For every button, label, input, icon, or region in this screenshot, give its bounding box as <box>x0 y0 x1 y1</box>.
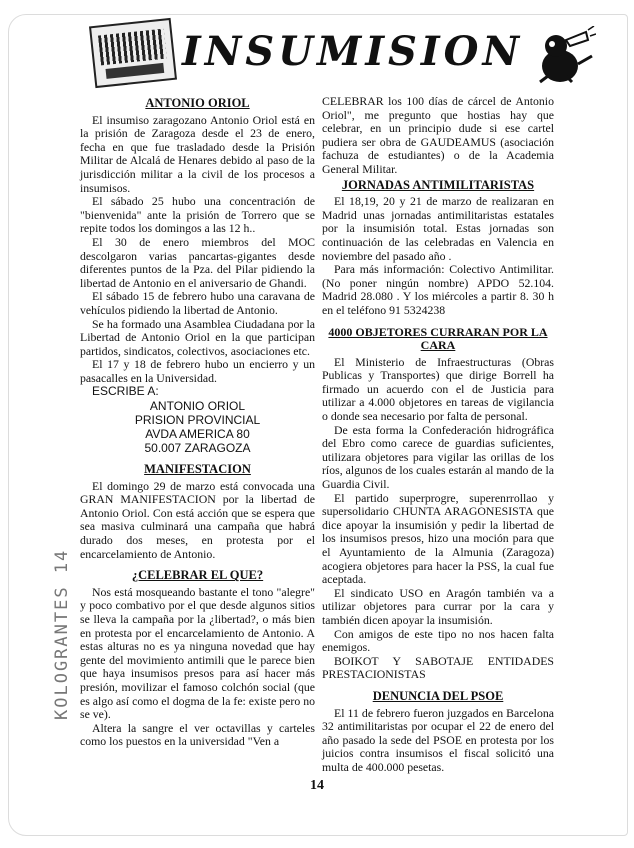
paragraph: Altera la sangre el ver octavillas y carteles como los puestos en la universidad "Ven a <box>80 720 315 749</box>
heading-jornadas: JORNADAS ANTIMILITARISTAS <box>341 177 535 192</box>
page-title: INSUMISION <box>182 28 524 75</box>
newspaper-logo-icon <box>89 18 177 88</box>
paragraph: El sábado 15 de febrero hubo una caravana de vehículos pidiendo la libertad de Antonio. <box>80 289 315 317</box>
left-column <box>80 95 315 749</box>
paragraph: El 17 y 18 de febrero hubo un encierro y un pasacalles en la Universidad. <box>80 357 315 385</box>
heading-celebrar: ¿CELEBRAR EL QUE? <box>131 568 264 583</box>
heading-objetores: 4000 OBJETORES CURRARAN POR LA CARA <box>328 324 548 353</box>
write-to-label: ESCRIBE A: <box>92 384 159 399</box>
heading-antonio-oriol: ANTONIO ORIOL <box>145 96 250 110</box>
paragraph: El Ministerio de Infraestructuras (Obras Publicas y Transportes) que dirige Borrell ha firmado un acuerdo con el de Justicia para utilizar a 4.000 objetores en tareas de vigilancia o donde sea necesario por falta de personal. <box>322 354 554 424</box>
side-label: KOLOGRANTES 14 <box>52 548 72 720</box>
address-line: ANTONIO ORIOL <box>149 399 246 414</box>
masthead <box>92 22 612 92</box>
paragraph: Nos está mosqueando bastante el tono "alegre" y poco combativo por el que desde algunos sitios se lleva la campaña por la ¿libertad?, o más bien en protesta por el encarcelamiento de Antonio. A estas alturas no es ya ninguna novedad que hay gente del movimiento antimili que le parece bien que haya insumisos presos para así hacer más presión, movilizar el famoso colchón social (que es algo así como el dogma de la fe: existe pero no se ve). <box>80 584 315 722</box>
address-line: 50.007 ZARAGOZA <box>144 441 251 456</box>
paragraph: El domingo 29 de marzo está convocada una GRAN MANIFESTACION por la libertad de Antonio Oriol. Con está acción que se espera que sea masiva culminará una campaña que habrá durado dos meses, en protesta por el encarcelamiento de Antonio. <box>80 478 315 561</box>
address-line: AVDA AMERICA 80 <box>145 427 250 442</box>
paragraph: El 18,19, 20 y 21 de marzo de realizaran en Madrid unas jornadas antimilitaristas estatales por la insumisión total. Estas jornadas son continuación de las celebradas en Valencia en noviembre del pasado año . <box>322 194 554 263</box>
right-column <box>322 95 554 775</box>
paragraph: El sábado 25 hubo una concentración de "bienvenida" ante la prisión de Torrero que se repite todos los domingos a las 12 h.. <box>80 194 315 236</box>
paragraph: De esta forma la Confederación hidrográfica del Ebro como carece de guardias suficientes, utilizara objetores para vigilar las orillas de los ríos, algunos de los cuales estarán al mando de la Guardia Civil. <box>322 422 554 492</box>
paragraph: Para más información: Colectivo Antimilitar.(No poner ningún nombre) APDO 52.104. Madrid 28.080 . Y los miércoles a partir 8. 30 h en el teléfono 91 5324238 <box>322 262 554 317</box>
paragraph: El partido superprogre, superenrrollao y supersolidario CHUNTA ARAGONESISTA que dice apoyar la insumisión y pedir la libertad de los insumisos presos, hizo una moción para que el Ayuntamiento de la Almunia (Zaragoza) acogiera objetores para hacer la PSS, la cual fue aceptada. <box>322 490 554 587</box>
cartoon-character-icon <box>530 26 596 88</box>
paragraph: Se ha formado una Asamblea Ciudadana por la Libertad de Antonio Oriol en la que participan partidos, sindicatos, colectivos, asociaciones etc. <box>80 316 315 358</box>
paragraph: Con amigos de este tipo no nos hacen falta enemigos. <box>322 626 554 655</box>
page-number: 14 <box>310 778 324 793</box>
paragraph: El insumiso zaragozano Antonio Oriol está en la prisión de Zaragoza desde el 23 de enero, fecha en que fue trasladado desde la Prisión Militar de Alcalá de Henares debido al paso de la jurisdicción militar a la civil de los procesos a insumisos. <box>80 112 315 195</box>
heading-manifestacion: MANIFESTACION <box>144 462 251 477</box>
heading-denuncia: DENUNCIA DEL PSOE <box>372 688 504 703</box>
paragraph: El 11 de febrero fueron juzgados en Barcelona 32 antimilitaristas por ocupar el 22 de enero del año pasado la sede del PSOE en protesta por los juicios contra insumisos el fiscal solicitó una multa de 400.000 pesetas. <box>322 705 554 774</box>
address-line: PRISION PROVINCIAL <box>134 413 261 428</box>
paragraph: El sindicato USO en Aragón también va a utilizar objetores para currar por la cara y también dicen apoyar la insumisión. <box>322 585 554 627</box>
paragraph: CELEBRAR los 100 días de cárcel de Antonio Oriol", me pregunto que hostias hay que celebrar, en un principio dude si ese cartel pudiera ser obra de GAUDEAMUS (asociación fachuza de estudiantes) o de la Academia General Militar. <box>322 94 554 176</box>
paragraph: El 30 de enero miembros del MOC descolgaron varias pancartas-gigantes desde diferentes puntos de la Pza. del Pilar pidiendo la libertad de Antonio en el aniversario de Ghandi. <box>80 234 315 290</box>
paragraph: BOIKOT Y SABOTAJE ENTIDADES PRESTACIONISTAS <box>322 653 554 682</box>
